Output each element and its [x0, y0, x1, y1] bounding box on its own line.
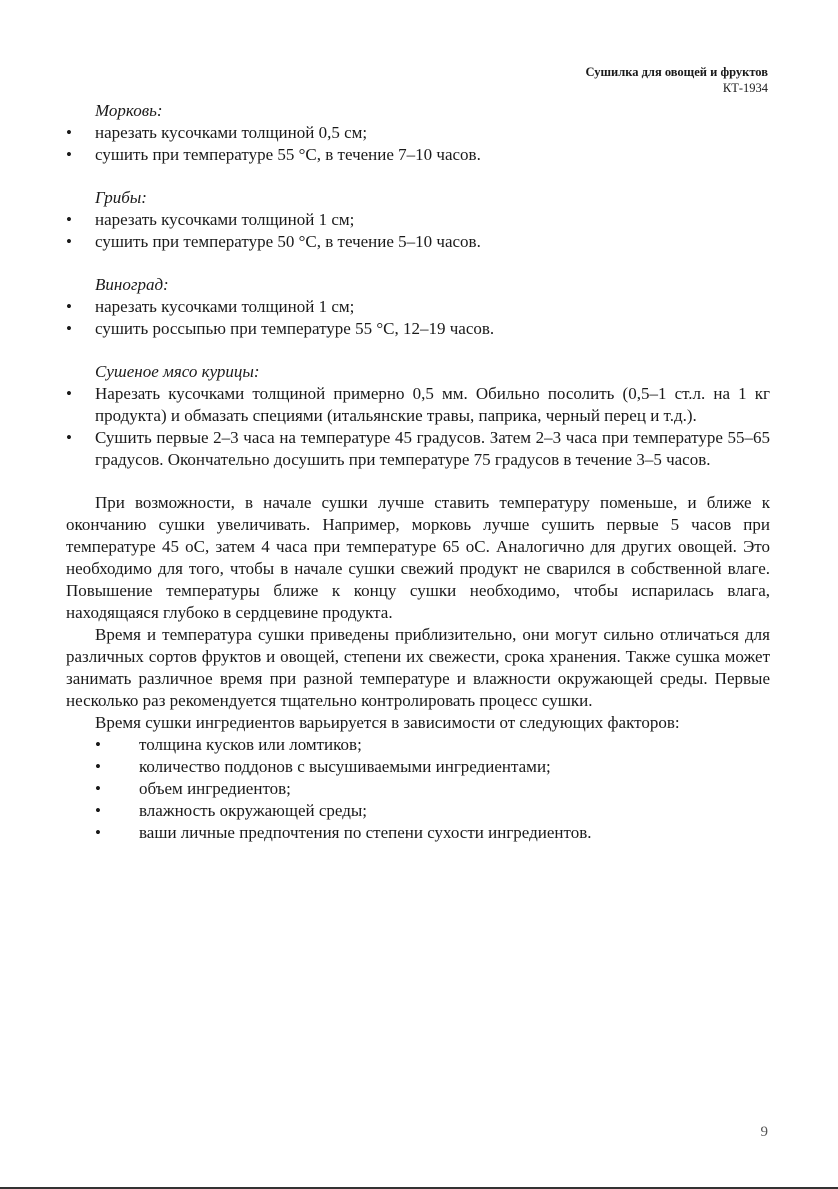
list-item: • толщина кусков или ломтиков;: [66, 734, 770, 756]
instruction-list: [66, 209, 770, 253]
list-item: • ваши личные предпочтения по степени сухости ингредиентов.: [66, 822, 770, 844]
list-item: • сушить при температуре 50 °С, в течение 5–10 часов.: [66, 231, 770, 253]
header-title: Сушилка для овощей и фруктов: [585, 65, 768, 79]
list-item: • количество поддонов с высушиваемыми ингредиентами;: [66, 756, 770, 778]
instruction-list: [66, 296, 770, 340]
section-mushrooms: [66, 187, 770, 253]
list-item: • Нарезать кусочками толщиной примерно 0,5 мм. Обильно посолить (0,5–1 ст.л. на 1 кг продукта) и обмазать специями (итальянские травы, паприка, черный перец и т.д.).: [66, 383, 770, 427]
list-item: • нарезать кусочками толщиной 0,5 см;: [66, 122, 770, 144]
page-header: [585, 64, 768, 96]
instruction-list: [66, 122, 770, 166]
list-item: • объем ингредиентов;: [66, 778, 770, 800]
section-title: Грибы:: [95, 188, 147, 207]
section-title: Виноград:: [95, 275, 169, 294]
instruction-list: [66, 383, 770, 471]
header-model: КТ-1934: [722, 81, 768, 95]
body-paragraph: Время сушки ингредиентов варьируется в зависимости от следующих факторов:: [95, 713, 680, 732]
page-content: [66, 100, 770, 844]
body-paragraph: Время и температура сушки приведены приблизительно, они могут сильно отличаться для различных сортов фруктов и овощей, степени их свежести, срока хранения. Также сушка может занимать различное время при разной температуре и влажности окружающей среды. Первые несколько раз рекомендуется тщательно контролировать процесс сушки.: [66, 625, 770, 710]
body-paragraph: При возможности, в начале сушки лучше ставить температуру поменьше, и ближе к окончанию сушки увеличивать. Например, морковь лучше сушить первые 5 часов при температуре 45 оС, затем 4 часа при температуре 65 оС. Аналогично для других овощей. Это необходимо для того, чтобы в начале сушки свежий продукт не сварился в собственной влаге. Повышение температуры ближе к концу сушки необходимо, чтобы испарилась влага, находящаяся глубоко в сердцевине продукта.: [66, 493, 770, 622]
page-number: 9: [760, 1124, 768, 1140]
section-grapes: [66, 274, 770, 340]
list-item: • Сушить первые 2–3 часа на температуре 45 градусов. Затем 2–3 часа при температуре 55–65 градусов. Окончательно досушить при температуре 75 градусов в течение 3–5 часов.: [66, 427, 770, 471]
list-item: • влажность окружающей среды;: [66, 800, 770, 822]
factors-list: [66, 734, 770, 844]
section-chicken: [66, 361, 770, 471]
list-item: • сушить россыпью при температуре 55 °С, 12–19 часов.: [66, 318, 770, 340]
section-title: Морковь:: [95, 101, 163, 120]
list-item: • нарезать кусочками толщиной 1 см;: [66, 209, 770, 231]
section-carrot: [66, 100, 770, 166]
list-item: • нарезать кусочками толщиной 1 см;: [66, 296, 770, 318]
section-title: Сушеное мясо курицы:: [95, 362, 260, 381]
list-item: • сушить при температуре 55 °С, в течение 7–10 часов.: [66, 144, 770, 166]
